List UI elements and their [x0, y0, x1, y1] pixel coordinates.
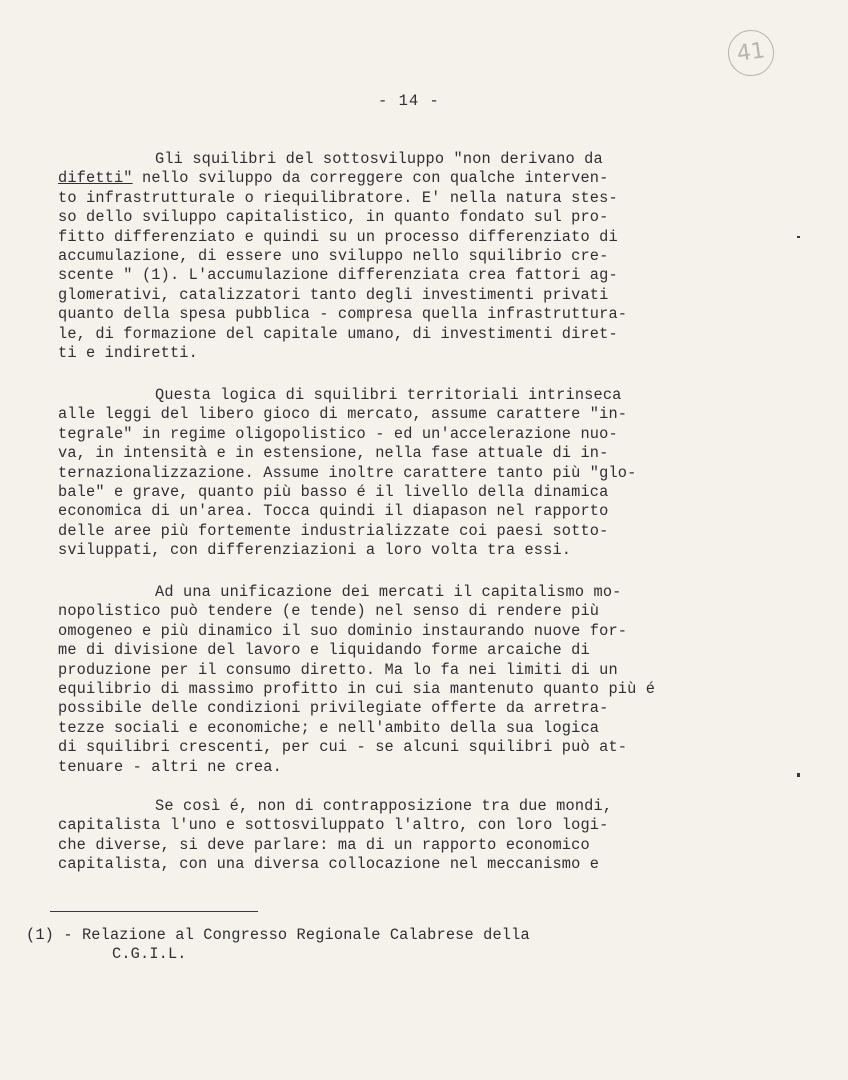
text-line: tezze sociali e economiche; e nell'ambito della sua logica — [58, 718, 600, 737]
text-line: capitalista, con una diversa collocazione nel meccanismo e — [58, 855, 600, 874]
paragraph-2 — [58, 386, 698, 561]
footnote-divider — [50, 911, 258, 912]
text-line: bale" e grave, quanto più basso é il livello della dinamica — [58, 482, 609, 501]
text-line: le, di formazione del capitale umano, di investimenti diret- — [58, 324, 618, 343]
footnote-line: (1) - Relazione al Congresso Regionale Calabrese della — [26, 926, 530, 944]
footnote-line: C.G.I.L. — [112, 945, 187, 964]
paragraph-4 — [58, 797, 698, 875]
text-line: Gli squilibri del sottosviluppo "non derivano da — [155, 150, 603, 168]
ink-speck — [797, 236, 800, 238]
text-line: capitalista l'uno e sottosviluppato l'altro, con loro logi- — [58, 816, 609, 835]
text-line: so dello sviluppo capitalistico, in quanto fondato sul pro- — [58, 208, 609, 227]
archive-stamp-number: 41 — [725, 27, 777, 79]
text-line: accumulazione, di essere uno sviluppo nello squilibrio cre- — [58, 246, 609, 265]
text-line: scente " (1). L'accumulazione differenziata crea fattori ag- — [58, 266, 618, 285]
text-line: fitto differenziato e quindi su un processo differenziato di — [58, 227, 618, 246]
text-line: delle aree più fortemente industrializzate coi paesi sotto- — [58, 521, 609, 540]
text-line: equilibrio di massimo profitto in cui sia mantenuto quanto più é — [58, 679, 656, 698]
text-line: tegrale" in regime oligopolistico - ed un'accelerazione nuo- — [58, 424, 618, 443]
text-line: quanto della spesa pubblica - compresa quella infrastruttura- — [58, 305, 628, 324]
text-line: nopolistico può tendere (e tende) nel senso di rendere più — [58, 602, 600, 621]
text-line: Questa logica di squilibri territoriali intrinseca — [155, 386, 622, 404]
text-line: tenuare - altri ne crea. — [58, 757, 282, 776]
text-line: me di divisione del lavoro e liquidando forme arcaiche di — [58, 641, 590, 660]
ink-speck — [797, 773, 800, 777]
text-line: omogeneo e più dinamico il suo dominio instaurando nuove for- — [58, 621, 628, 640]
text-line: ti e indiretti. — [58, 343, 198, 362]
paragraph-1 — [58, 150, 698, 363]
text-line: alle leggi del libero gioco di mercato, assume carattere "in- — [58, 405, 628, 424]
paragraph-3 — [58, 583, 698, 777]
text-line: glomerativi, catalizzatori tanto degli investimenti privati — [58, 285, 609, 304]
footnote — [26, 926, 626, 965]
text-line: ternazionalizzazione. Assume inoltre carattere tanto più "glo- — [58, 463, 637, 482]
text-line: to infrastrutturale o riequilibratore. E' nella natura stes- — [58, 188, 618, 207]
text-line: Se così é, non di contrapposizione tra due mondi, — [155, 797, 613, 815]
text-line: di squilibri crescenti, per cui - se alcuni squilibri può at- — [58, 738, 628, 757]
text-line: produzione per il consumo diretto. Ma lo fa nei limiti di un — [58, 660, 618, 679]
text-line: va, in intensità e in estensione, nella fase attuale di in- — [58, 444, 609, 463]
text-line: difetti" nello sviluppo da correggere con qualche interven- — [58, 169, 609, 188]
page-number: - 14 - — [378, 92, 440, 110]
text-line: economica di un'area. Tocca quindi il diapason nel rapporto — [58, 502, 609, 521]
text-line: sviluppati, con differenziazioni a loro volta tra essi. — [58, 541, 572, 560]
text-line: Ad una unificazione dei mercati il capitalismo mo- — [155, 583, 622, 601]
text-line: possibile delle condizioni privilegiate offerte da arretra- — [58, 699, 609, 718]
underlined-word: difetti" — [58, 169, 133, 188]
text-line: che diverse, si deve parlare: ma di un rapporto economico — [58, 835, 590, 854]
